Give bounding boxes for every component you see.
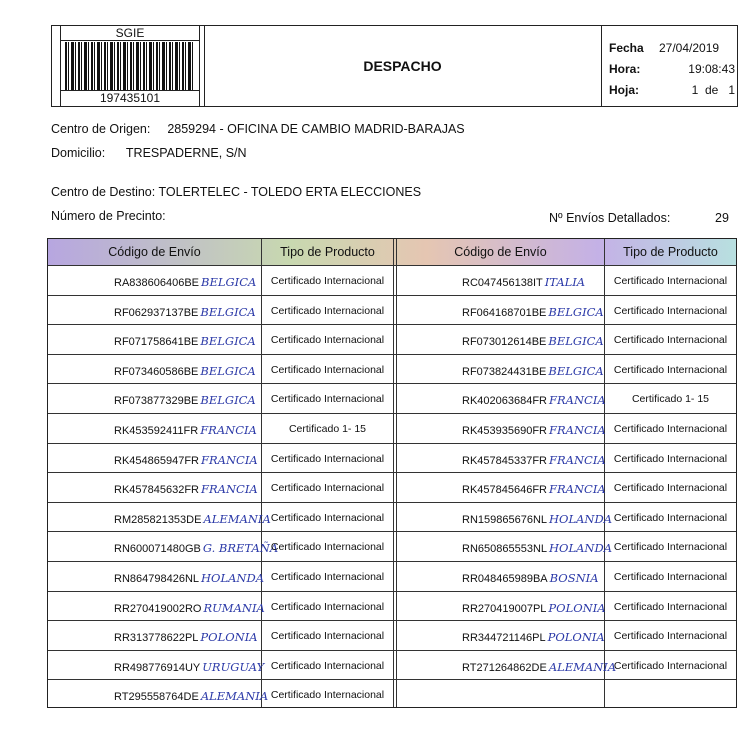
tipo-producto: Certificado Internacional bbox=[270, 482, 385, 495]
barcode-icon bbox=[65, 42, 195, 90]
codigo-cell bbox=[396, 383, 604, 413]
codigo-envio: RK457845337FR bbox=[462, 454, 548, 467]
tipo-producto: Certificado Internacional bbox=[613, 452, 728, 465]
codigo-envio: RC047456138IT bbox=[462, 277, 543, 289]
header-meta bbox=[609, 38, 735, 101]
tipo-producto: Certificado Internacional bbox=[613, 600, 728, 613]
domicilio-value: TRESPADERNE, S/N bbox=[125, 146, 247, 160]
codigo-cell bbox=[396, 561, 604, 591]
codigo-envio: RF073012614BE bbox=[462, 336, 547, 349]
envios-table bbox=[47, 238, 737, 708]
tipo-producto: Certificado Internacional bbox=[270, 363, 385, 376]
codigo-cell bbox=[48, 354, 261, 384]
tipo-producto: Certificado Internacional bbox=[270, 630, 385, 643]
header-codigo-left: Código de Envío bbox=[108, 245, 201, 259]
codigo-envio: RK453935690FR bbox=[462, 425, 548, 437]
codigo-cell bbox=[48, 413, 261, 443]
header-codigo-right: Código de Envío bbox=[454, 245, 547, 259]
codigo-cell bbox=[396, 324, 604, 354]
codigo-cell bbox=[396, 354, 604, 384]
tipo-producto: Certificado Internacional bbox=[270, 541, 385, 554]
tipo-producto: Certificado Internacional bbox=[613, 541, 728, 554]
codigo-envio: RK402063684FR bbox=[462, 395, 548, 408]
handwritten-country: FRANCIA bbox=[549, 482, 606, 497]
codigo-envio: RN600071480GB bbox=[114, 543, 201, 556]
handwritten-country: BELGICA bbox=[200, 334, 256, 349]
tipo-producto: Certificado Internacional bbox=[270, 334, 385, 347]
codigo-cell bbox=[396, 502, 613, 532]
handwritten-country: ITALIA bbox=[544, 275, 586, 289]
codigo-cell bbox=[48, 591, 265, 621]
codigo-cell bbox=[48, 443, 261, 473]
tipo-producto: Certificado Internacional bbox=[613, 363, 728, 376]
codigo-envio: RR270419002RO bbox=[114, 602, 202, 615]
tipo-producto: Certificado Internacional bbox=[613, 304, 728, 317]
handwritten-country: FRANCIA bbox=[201, 482, 258, 497]
tipo-producto: Certificado Internacional bbox=[270, 452, 385, 465]
page-title: DESPACHO bbox=[363, 58, 442, 74]
codigo-envio: RK457845632FR bbox=[114, 484, 200, 497]
codigo-cell bbox=[396, 472, 604, 502]
codigo-cell bbox=[48, 383, 261, 413]
origen-label: Centro de Origen: bbox=[51, 122, 151, 136]
codigo-envio: RF073877329BE bbox=[114, 395, 199, 408]
handwritten-country: BELGICA bbox=[548, 304, 604, 319]
handwritten-country: FRANCIA bbox=[549, 452, 606, 467]
tipo-producto: Certificado Internacional bbox=[613, 423, 728, 435]
codigo-cell bbox=[396, 679, 604, 709]
codigo-envio: RK453592411FR bbox=[114, 425, 199, 437]
origen-line bbox=[51, 122, 465, 136]
document-header bbox=[51, 25, 738, 107]
handwritten-country: BELGICA bbox=[548, 334, 604, 349]
tipo-producto: Certificado Internacional bbox=[613, 571, 728, 583]
codigo-envio: RM285821353DE bbox=[114, 513, 202, 526]
codigo-cell bbox=[48, 295, 261, 325]
codigo-envio: RF071758641BE bbox=[114, 336, 199, 349]
handwritten-country: BELGICA bbox=[201, 275, 257, 289]
codigo-envio: RK457845646FR bbox=[462, 484, 548, 497]
handwritten-country: HOLANDA bbox=[549, 541, 613, 556]
tipo-producto: Certificado Internacional bbox=[270, 600, 385, 613]
handwritten-country: BELGICA bbox=[548, 363, 604, 378]
tipo-producto: Certificado Internacional bbox=[270, 304, 385, 317]
handwritten-country: ALEMANIA bbox=[548, 659, 617, 674]
hoja-value: 1 de 1 bbox=[691, 83, 735, 97]
tipo-producto: Certificado Internacional bbox=[270, 511, 385, 524]
handwritten-country: POLONIA bbox=[200, 630, 258, 645]
handwritten-country: G. BRETAÑA bbox=[202, 541, 279, 556]
origen-value: 2859294 - OFICINA DE CAMBIO MADRID-BARAJAS bbox=[167, 122, 465, 136]
handwritten-country: BELGICA bbox=[200, 363, 256, 378]
tipo-producto: Certificado Internacional bbox=[270, 393, 385, 406]
codigo-envio: RF064168701BE bbox=[462, 306, 547, 319]
codigo-cell bbox=[396, 650, 617, 680]
destino-label: Centro de Destino: bbox=[51, 185, 156, 199]
codigo-envio: RR048465989BA bbox=[462, 573, 548, 585]
fecha-value: 27/04/2019 bbox=[659, 41, 720, 55]
codigo-cell bbox=[48, 650, 265, 680]
codigo-cell bbox=[48, 265, 261, 295]
handwritten-country: RUMANIA bbox=[203, 600, 265, 615]
tipo-producto: Certificado Internacional bbox=[613, 630, 728, 643]
codigo-cell bbox=[48, 679, 269, 709]
codigo-envio: RF073824431BE bbox=[462, 365, 547, 378]
barcode-label: SGIE bbox=[61, 26, 199, 41]
codigo-cell bbox=[396, 620, 604, 650]
codigo-envio: RA838606406BE bbox=[114, 277, 200, 289]
codigo-envio: RK454865947FR bbox=[114, 454, 200, 467]
tipo-producto: Certificado Internacional bbox=[270, 275, 385, 287]
header-tipo-left: Tipo de Producto bbox=[280, 245, 375, 259]
handwritten-country: POLONIA bbox=[547, 630, 605, 645]
tipo-producto: Certificado Internacional bbox=[613, 334, 728, 347]
codigo-envio: RR344721146PL bbox=[462, 632, 546, 645]
codigo-cell bbox=[48, 472, 261, 502]
hoja-label: Hoja: bbox=[609, 83, 639, 97]
handwritten-country: POLONIA bbox=[548, 600, 606, 615]
envios-value: 29 bbox=[715, 211, 729, 225]
hora-label: Hora: bbox=[609, 62, 641, 76]
handwritten-country: FRANCIA bbox=[549, 393, 606, 408]
codigo-envio: RR313778622PL bbox=[114, 632, 199, 645]
codigo-cell bbox=[48, 324, 261, 354]
handwritten-country: URUGUAY bbox=[202, 659, 265, 674]
tipo-producto: Certificado Internacional bbox=[270, 689, 385, 702]
codigo-cell bbox=[48, 620, 261, 650]
codigo-envio: RT295558764DE bbox=[114, 691, 199, 704]
codigo-envio: RN650865553NL bbox=[462, 543, 548, 556]
codigo-cell bbox=[396, 265, 604, 295]
codigo-cell bbox=[396, 591, 604, 621]
handwritten-country: HOLANDA bbox=[549, 511, 613, 526]
tipo-producto: Certificado Internacional bbox=[270, 659, 385, 672]
codigo-cell bbox=[48, 531, 279, 561]
handwritten-country: BELGICA bbox=[200, 304, 256, 319]
handwritten-country: ALEMANIA bbox=[203, 511, 271, 526]
codigo-cell bbox=[396, 443, 604, 473]
codigo-cell bbox=[396, 413, 604, 443]
tipo-producto: Certificado 1- 15 bbox=[288, 423, 367, 435]
envios-label: Nº Envíos Detallados: bbox=[549, 211, 671, 225]
tipo-producto: Certificado Internacional bbox=[613, 511, 728, 524]
header-tipo-right: Tipo de Producto bbox=[623, 245, 718, 259]
tipo-producto: Certificado Internacional bbox=[270, 571, 385, 583]
codigo-envio: RN864798426NL bbox=[114, 573, 200, 585]
codigo-envio: RR498776914UY bbox=[114, 661, 201, 674]
codigo-envio: RN159865676NL bbox=[462, 513, 548, 526]
handwritten-country: FRANCIA bbox=[549, 423, 606, 437]
tipo-producto: Certificado 1- 15 bbox=[631, 393, 710, 406]
tipo-producto bbox=[605, 679, 736, 709]
handwritten-country: ALEMANIA bbox=[200, 689, 269, 704]
handwritten-country: HOLANDA bbox=[201, 571, 265, 585]
precinto-label: Número de Precinto: bbox=[51, 209, 166, 223]
handwritten-country: BOSNIA bbox=[549, 571, 599, 585]
tipo-producto: Certificado Internacional bbox=[613, 275, 728, 287]
tipo-producto: Certificado Internacional bbox=[613, 659, 728, 672]
barcode-box bbox=[60, 26, 200, 106]
handwritten-country: FRANCIA bbox=[200, 423, 257, 437]
fecha-label: Fecha bbox=[609, 41, 644, 55]
codigo-envio: RR270419007PL bbox=[462, 602, 547, 615]
codigo-envio: RF073460586BE bbox=[114, 365, 199, 378]
tipo-producto: Certificado Internacional bbox=[613, 482, 728, 495]
handwritten-country: FRANCIA bbox=[201, 452, 258, 467]
handwritten-country: BELGICA bbox=[200, 393, 256, 408]
codigo-cell bbox=[396, 295, 604, 325]
codigo-cell bbox=[48, 561, 265, 591]
destino-line bbox=[51, 185, 421, 199]
destino-value: TOLERTELEC - TOLEDO ERTA ELECCIONES bbox=[158, 185, 422, 199]
table-header-row bbox=[48, 239, 736, 265]
codigo-envio: RT271264862DE bbox=[462, 661, 547, 674]
codigo-cell bbox=[396, 531, 613, 561]
hora-value: 19:08:43 bbox=[688, 62, 735, 76]
codigo-envio: RF062937137BE bbox=[114, 306, 199, 319]
domicilio-line bbox=[51, 146, 247, 160]
domicilio-label: Domicilio: bbox=[51, 146, 106, 160]
barcode-number: 197435101 bbox=[61, 90, 199, 106]
codigo-cell bbox=[48, 502, 271, 532]
